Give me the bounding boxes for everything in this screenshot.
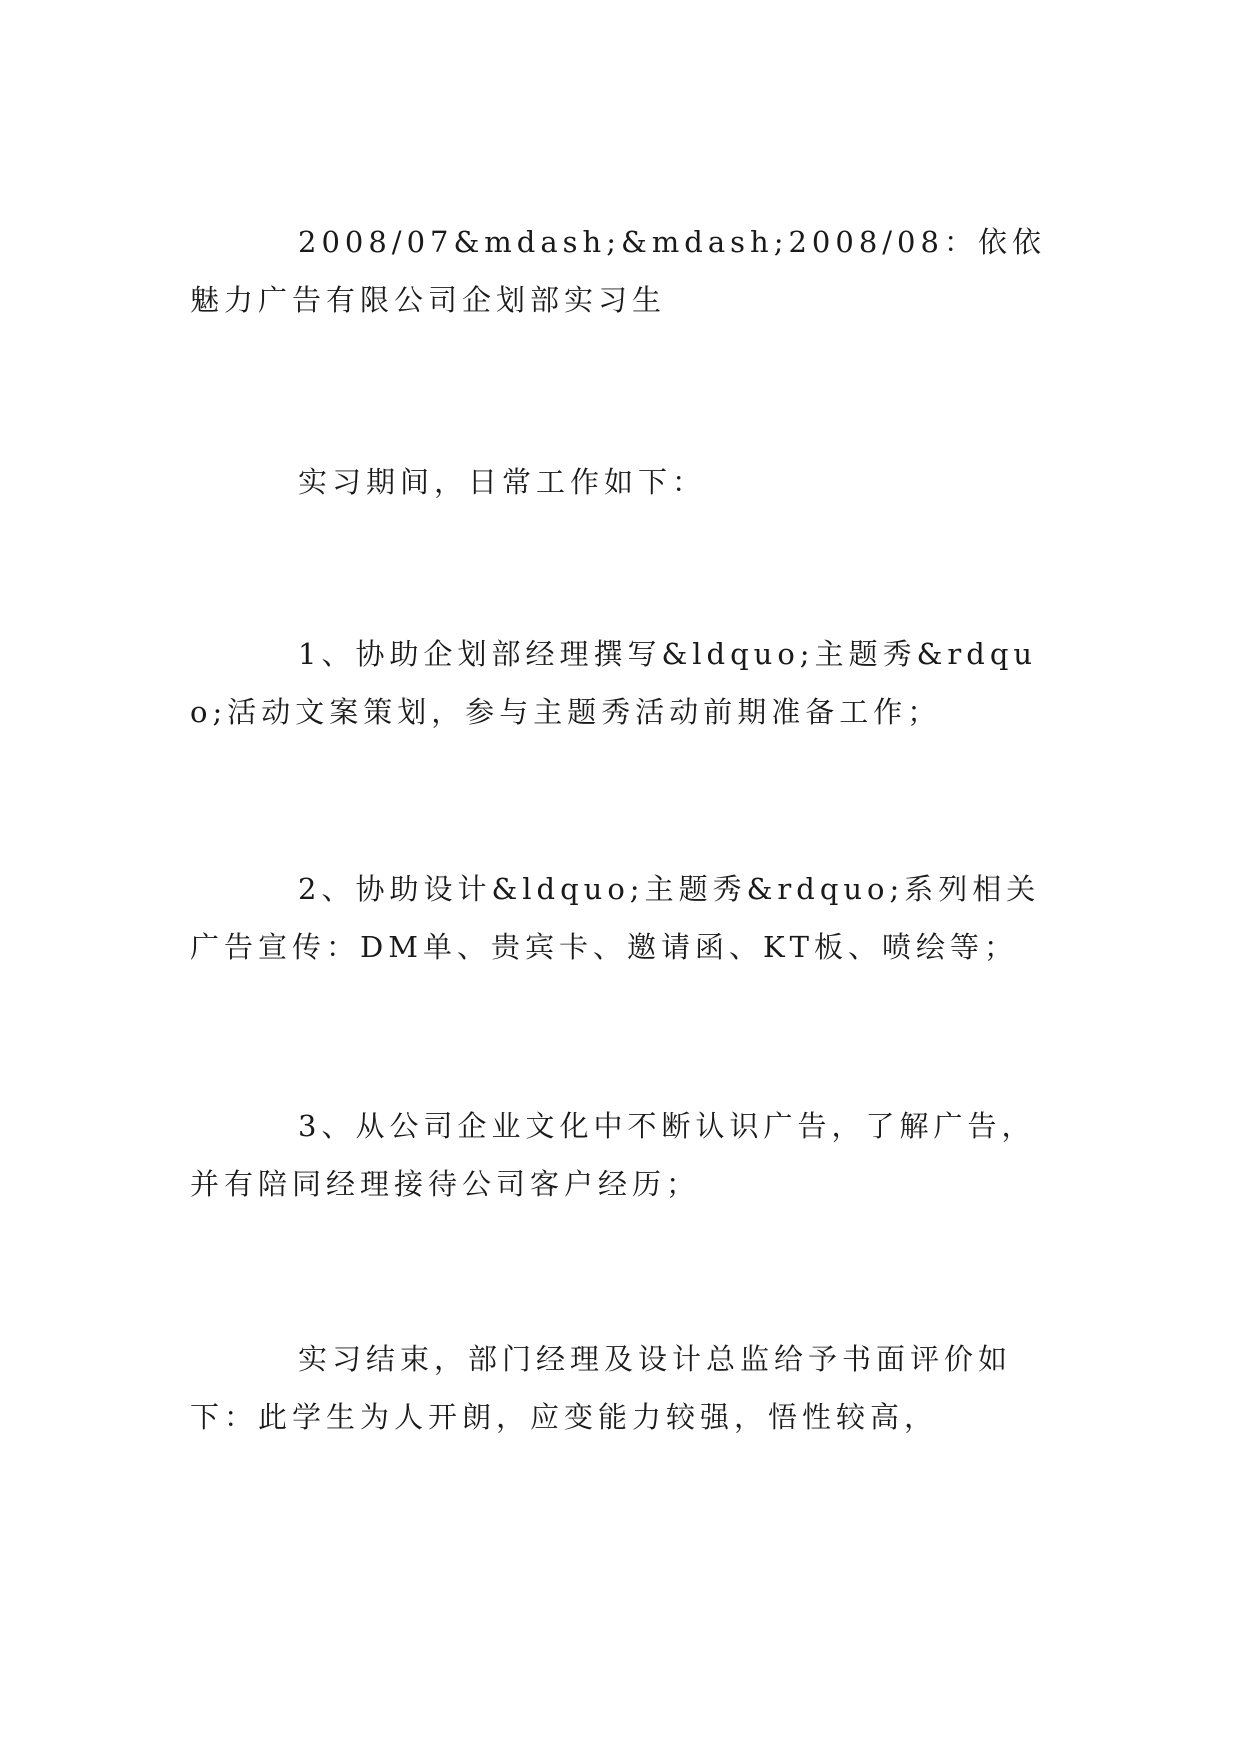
work-item-2-paragraph: 2、协助设计&ldquo;主题秀&rdquo;系列相关广告宣传：DM单、贵宾卡、邀请函、KT板、喷绘等； bbox=[190, 872, 1041, 964]
internship-period-paragraph: 2008/07&mdash;&mdash;2008/08：依依魅力广告有限公司企划部实习生 bbox=[190, 225, 1046, 317]
work-item-1-paragraph: 1、协助企划部经理撰写&ldquo;主题秀&rdquo;活动文案策划，参与主题秀活动前期准备工作； bbox=[190, 637, 1038, 729]
evaluation-paragraph: 实习结束，部门经理及设计总监给予书面评价如下：此学生为人开朗，应变能力较强，悟性较高， bbox=[190, 1342, 1013, 1434]
work-item-3-paragraph: 3、从公司企业文化中不断认识广告，了解广告，并有陪同经理接待公司客户经历； bbox=[190, 1109, 1036, 1201]
daily-work-intro-paragraph: 实习期间，日常工作如下： bbox=[298, 465, 707, 499]
